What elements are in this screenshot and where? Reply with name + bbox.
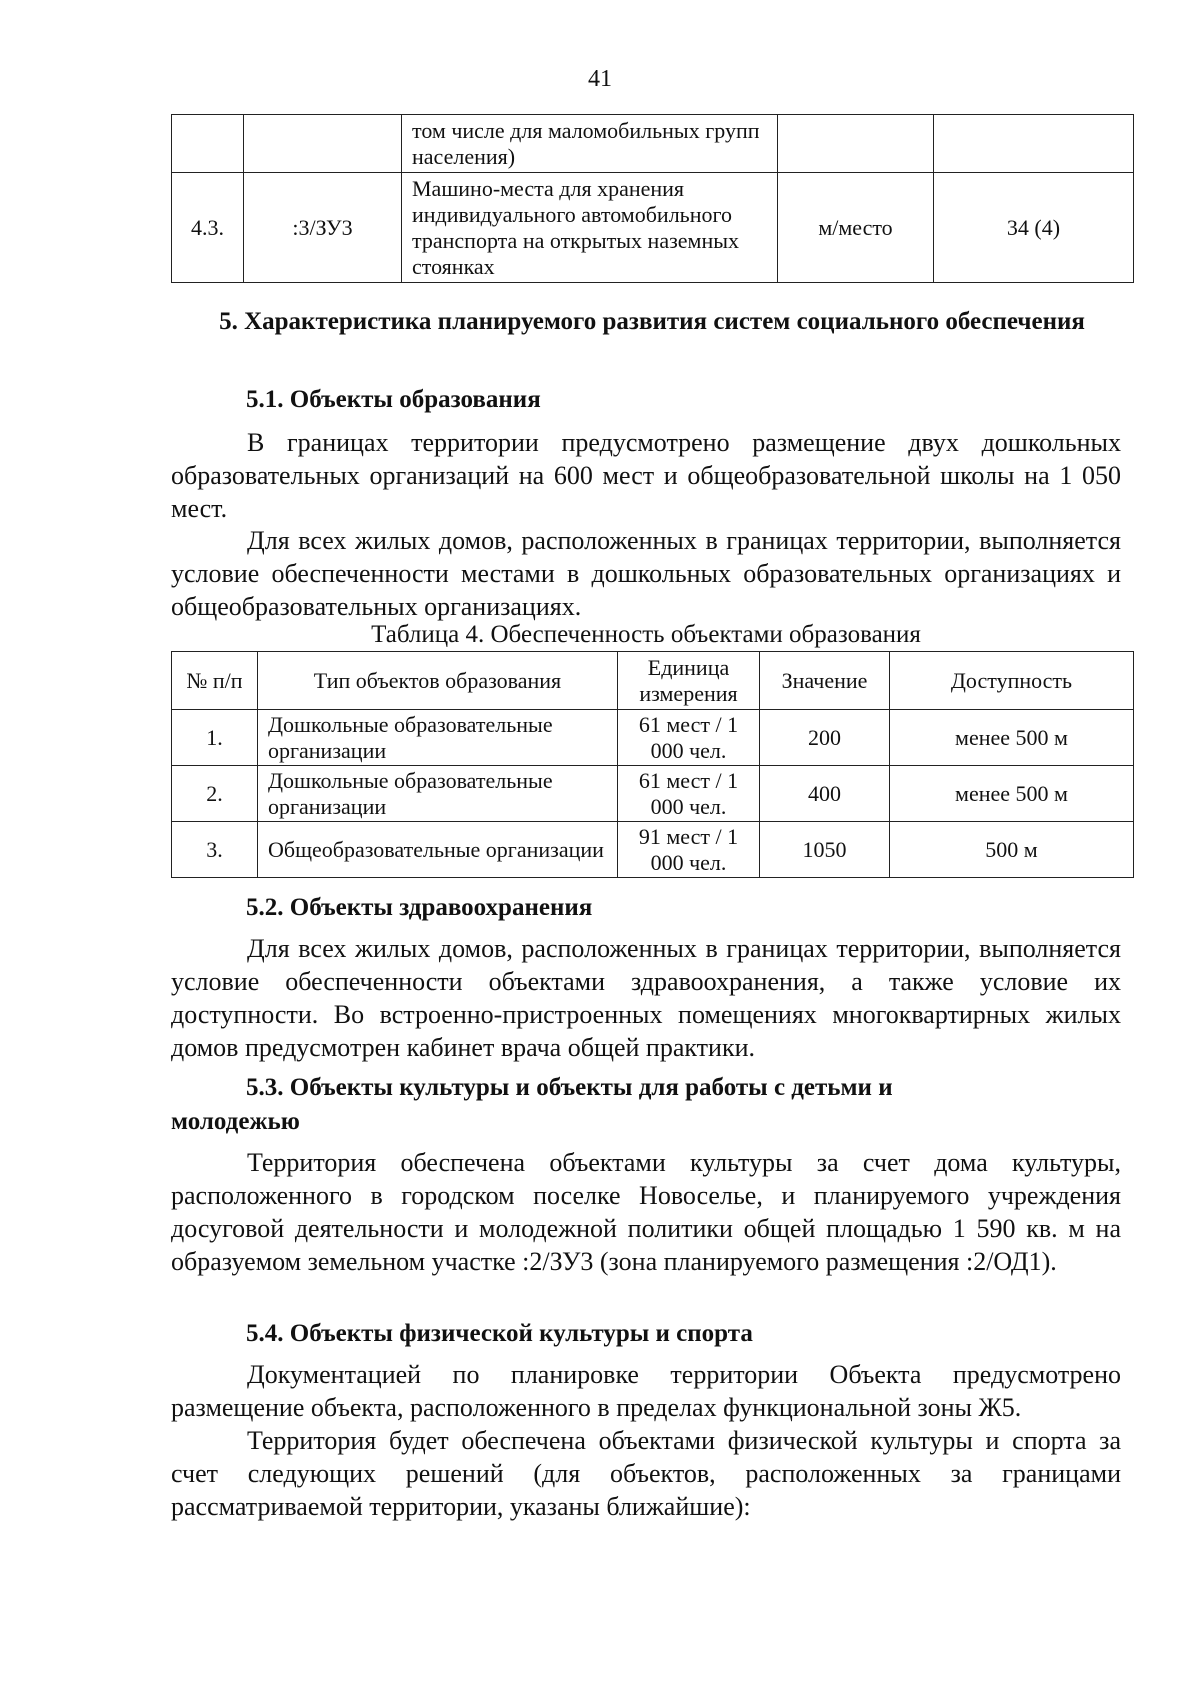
header-type: Тип объектов образования xyxy=(258,652,618,710)
row-number: 2. xyxy=(172,766,258,822)
section-5-4-title: 5.4. Объекты физической культуры и спорта xyxy=(246,1320,753,1347)
table-row xyxy=(172,822,1134,878)
page-number: 41 xyxy=(588,66,612,92)
row-unit: 91 мест / 1 000 чел. xyxy=(618,822,760,878)
section-5-1-title: 5.1. Объекты образования xyxy=(246,386,541,413)
row-type: Общеобразовательные организации xyxy=(258,822,618,878)
row-number: 1. xyxy=(172,710,258,766)
row-value xyxy=(934,115,1134,173)
section-5-4-paragraph-2: Территория будет обеспечена объектами физической культуры и спорта за счет следующих решений (для объектов, расположенных за границами рассматриваемой территории, указаны ближайшие): xyxy=(171,1426,1121,1521)
row-code xyxy=(244,115,402,173)
row-value: 34 (4) xyxy=(934,173,1134,283)
row-value: 200 xyxy=(760,710,890,766)
header-number: № п/п xyxy=(172,652,258,710)
row-number: 4.3. xyxy=(172,173,244,283)
row-value: 400 xyxy=(760,766,890,822)
section-5-1-paragraph-1: В границах территории предусмотрено размещение двух дошкольных образовательных организаций на 600 мест и общеобразовательной школы на 1 050 мест. xyxy=(171,428,1121,523)
table-4-caption: Таблица 4. Обеспеченность объектами образования xyxy=(371,621,921,648)
parking-table xyxy=(171,114,1134,283)
header-unit: Единица измерения xyxy=(618,652,760,710)
section-5-4-paragraph-1: Документацией по планировке территории Объекта предусмотрено размещение объекта, расположенного в пределах функциональной зоны Ж5. xyxy=(171,1360,1121,1422)
row-type: Дошкольные образовательные организации xyxy=(258,766,618,822)
header-value: Значение xyxy=(760,652,890,710)
row-code: :3/ЗУ3 xyxy=(244,173,402,283)
header-access: Доступность xyxy=(890,652,1134,710)
row-access: менее 500 м xyxy=(890,710,1134,766)
section-5-3-title: 5.3. Объекты культуры и объекты для работы с детьми и xyxy=(246,1074,893,1101)
row-unit: 61 мест / 1 000 чел. xyxy=(618,766,760,822)
section-5-1-paragraph-2: Для всех жилых домов, расположенных в границах территории, выполняется условие обеспеченности местами в дошкольных образовательных организациях и общеобразовательных организациях. xyxy=(171,526,1121,621)
table-row xyxy=(172,766,1134,822)
row-type: Дошкольные образовательные организации xyxy=(258,710,618,766)
row-unit: 61 мест / 1 000 чел. xyxy=(618,710,760,766)
section-5-3-title-continued: молодежью xyxy=(171,1108,300,1135)
section-5-3-paragraph: Территория обеспечена объектами культуры за счет дома культуры, расположенного в городском поселке Новоселье, и планируемого учреждения досуговой деятельности и молодежной политики общей площадью 1 590 кв. м на образуемом земельном участке :2/ЗУ3 (зона планируемого размещения :2/ОД1). xyxy=(171,1148,1121,1276)
education-table xyxy=(171,651,1134,878)
row-number xyxy=(172,115,244,173)
row-access: 500 м xyxy=(890,822,1134,878)
row-unit: м/место xyxy=(778,173,934,283)
table-row xyxy=(172,173,1134,283)
row-number: 3. xyxy=(172,822,258,878)
row-description: том числе для маломобильных групп населения) xyxy=(402,115,778,173)
row-access: менее 500 м xyxy=(890,766,1134,822)
table-row xyxy=(172,115,1134,173)
row-description: Машино-места для хранения индивидуального автомобильного транспорта на открытых наземных стоянках xyxy=(402,173,778,283)
section-5-2-paragraph: Для всех жилых домов, расположенных в границах территории, выполняется условие обеспеченности объектами здравоохранения, а также условие их доступности. Во встроенно-пристроенных помещениях многоквартирных жилых домов предусмотрен кабинет врача общей практики. xyxy=(171,934,1121,1062)
row-unit xyxy=(778,115,934,173)
section-5-2-title: 5.2. Объекты здравоохранения xyxy=(246,894,593,921)
section-5-title: 5. Характеристика планируемого развития систем социального обеспечения xyxy=(219,308,1085,335)
table-header-row xyxy=(172,652,1134,710)
row-value: 1050 xyxy=(760,822,890,878)
table-row xyxy=(172,710,1134,766)
